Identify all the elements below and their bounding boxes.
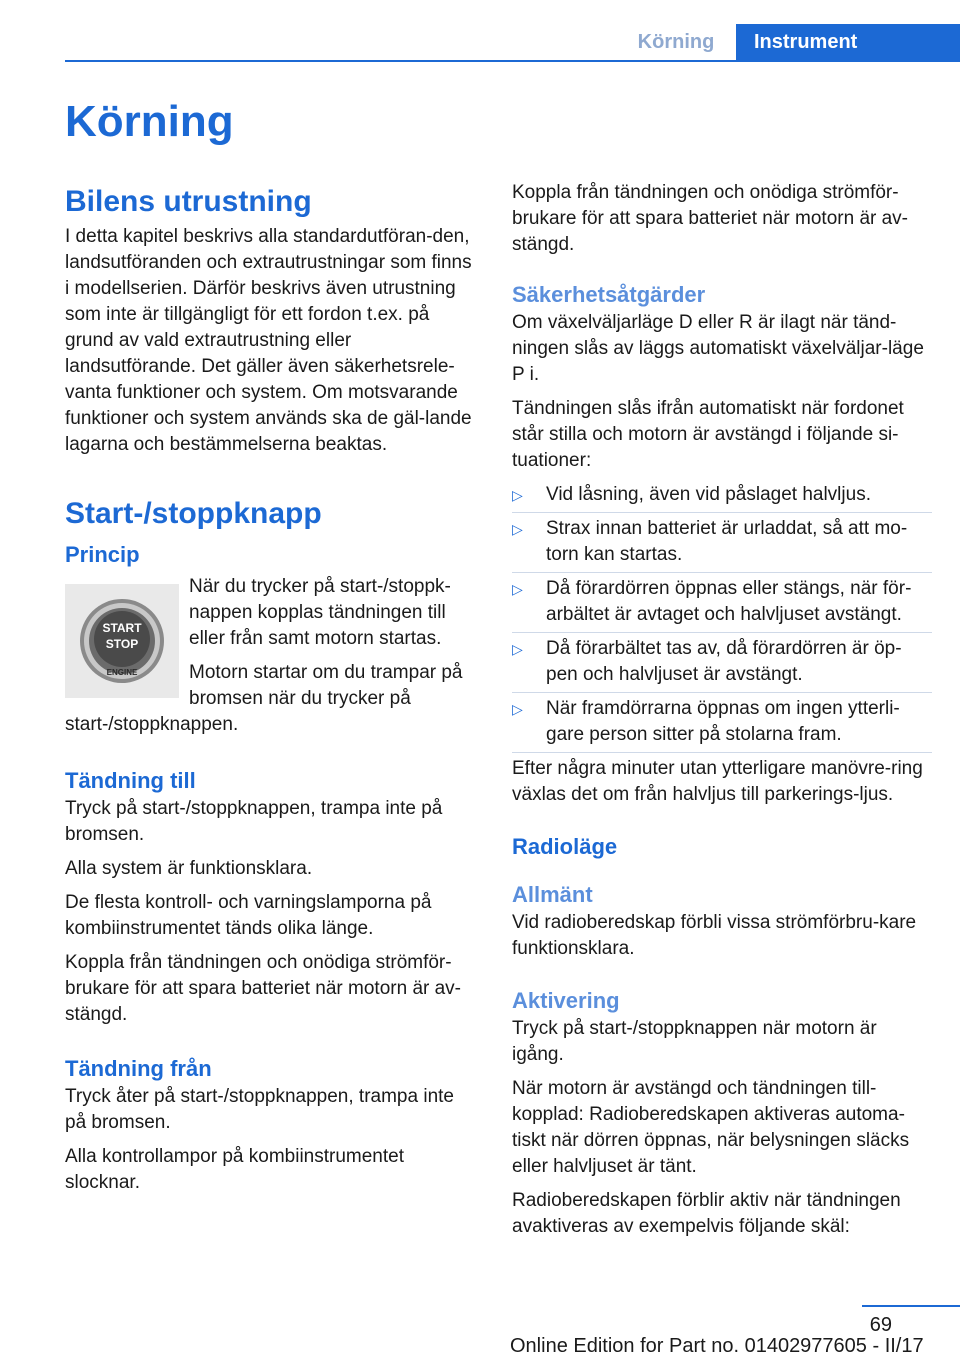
bullet-divider: [512, 572, 932, 573]
ignition-on-text-1: Tryck på start-/stoppknappen, trampa inte på bromsen.: [65, 798, 443, 845]
bullet-arrow-icon: ▷: [512, 581, 523, 597]
safety-bullet-item: [512, 516, 932, 568]
heading-start-stop: Start-/stoppknapp: [65, 497, 322, 530]
header-tab-section[interactable]: Körning: [637, 31, 715, 53]
safety-bullet-list: [512, 482, 932, 748]
footer-edition: Online Edition for Part no. 01402977605 - II/17: [510, 1335, 924, 1357]
equipment-text: I detta kapitel beskrivs alla standardutföran-den, landsutföranden och extrautrustningar som finns i modellserien. Därför beskrivs även utrustning som inte är tillgängligt för ett fordon t.ex. på grund av vald extrautrustning eller landsutförande. Det gäller även säkerhetsrele-vanta funktioner och system. Om motsvarande funktioner och system används ska de gäl-lande lagarna och bestämmelserna beaktas.: [65, 226, 472, 455]
bullet-arrow-icon: ▷: [512, 701, 523, 717]
princip-block: [65, 574, 480, 746]
button-engine-label: ENGINE: [106, 668, 138, 677]
start-stop-button-illustration: [65, 584, 179, 698]
bullet-text: Strax innan batteriet är urladdat, så att mo-torn kan startas.: [546, 518, 908, 565]
right-column: [512, 180, 932, 1248]
left-column: [65, 180, 480, 1204]
princip-text-1: När du trycker på start-/stoppk-nappen kopplas tändningen till eller från samt motorn startas.: [189, 576, 451, 649]
page-number-rule: [862, 1305, 960, 1307]
safety-text-2: Tändningen slås ifrån automatiskt när fordonet står stilla och motorn är avstängd i följande si-tuationer:: [512, 398, 904, 471]
heading-allmant: Allmänt: [512, 882, 593, 907]
header-tab-chapter[interactable]: Instrument: [736, 24, 960, 62]
heading-tandning-till: Tändning till: [65, 768, 196, 793]
bullet-divider: [512, 512, 932, 513]
bullet-divider: [512, 692, 932, 693]
bullet-arrow-icon: ▷: [512, 521, 523, 537]
heading-princip: Princip: [65, 542, 140, 567]
activation-text-1: Tryck på start-/stoppknappen när motorn är igång.: [512, 1018, 877, 1065]
heading-tandning-fran: Tändning från: [65, 1056, 212, 1081]
activation-text-3: Radioberedskapen förblir aktiv när tändningen avaktiveras av exempelvis följande skäl:: [512, 1190, 901, 1237]
bullet-text: Vid låsning, även vid påslaget halvljus.: [546, 484, 871, 505]
bullet-arrow-icon: ▷: [512, 641, 523, 657]
safety-bullet-item: [512, 696, 932, 748]
button-stop-label: STOP: [105, 637, 139, 651]
bullet-divider: [512, 752, 932, 753]
heading-bilens-utrustning: Bilens utrustning: [65, 185, 312, 218]
button-start-label: START: [102, 621, 142, 635]
princip-text-2: Motorn startar om du trampar på bromsen när du trycker på start-/stoppknappen.: [65, 662, 463, 735]
bullet-text: När framdörrarna öppnas om ingen ytterli-gare person sitter på stolarna fram.: [546, 698, 900, 745]
bullet-text: Då förarbältet tas av, då förardörren är öp-pen och halvljuset är avstängt.: [546, 638, 902, 685]
safety-bullet-item: [512, 636, 932, 688]
activation-text-2: När motorn är avstängd och tändningen till-kopplad: Radioberedskapen aktiveras automa-tiskt när dörren öppnas, när belysningen släcks eller halvljuset är tänt.: [512, 1078, 910, 1177]
ignition-on-text-2: Alla system är funktionsklara.: [65, 858, 313, 879]
radio-general-text: Vid radioberedskap förbli vissa strömförbru-kare funktionsklara.: [512, 912, 917, 959]
page-number: 69: [869, 1314, 892, 1336]
start-stop-engine-icon: [79, 598, 165, 684]
safety-text-3: Efter några minuter utan ytterligare manövre-ring växlas det om från halvljus till parkerings-ljus.: [512, 758, 923, 805]
safety-bullet-item: [512, 482, 932, 508]
ignition-on-text-4: Koppla från tändningen och onödiga strömför-brukare för att spara batteriet när motorn är av-stängd.: [65, 952, 462, 1025]
bullet-divider: [512, 632, 932, 633]
heading-radiolage: Radioläge: [512, 834, 618, 859]
heading-aktivering: Aktivering: [512, 988, 620, 1013]
safety-text-1: Om växelväljarläge D eller R är ilagt när tänd-ningen slås av läggs automatiskt växelväljar-läge P i.: [512, 312, 924, 385]
heading-sakerhetsatgarder: Säkerhetsåtgärder: [512, 282, 706, 307]
header-rule: [65, 60, 960, 62]
bullet-arrow-icon: ▷: [512, 487, 523, 503]
bullet-text: Då förardörren öppnas eller stängs, när för-arbältet är avtaget och halvljuset avstängt.: [546, 578, 912, 625]
chapter-title: Körning: [65, 97, 234, 146]
ignition-off-text-2: Alla kontrollampor på kombiinstrumentet slocknar.: [65, 1146, 404, 1193]
ignition-on-text-3: De flesta kontroll- och varningslamporna på kombiinstrumentet tänds olika länge.: [65, 892, 432, 939]
ignition-off-text-1: Tryck åter på start-/stoppknappen, trampa inte på bromsen.: [65, 1086, 454, 1133]
safety-bullet-item: [512, 576, 932, 628]
right-intro-text: Koppla från tändningen och onödiga strömför-brukare för att spara batteriet när motorn är av-stängd.: [512, 182, 909, 255]
